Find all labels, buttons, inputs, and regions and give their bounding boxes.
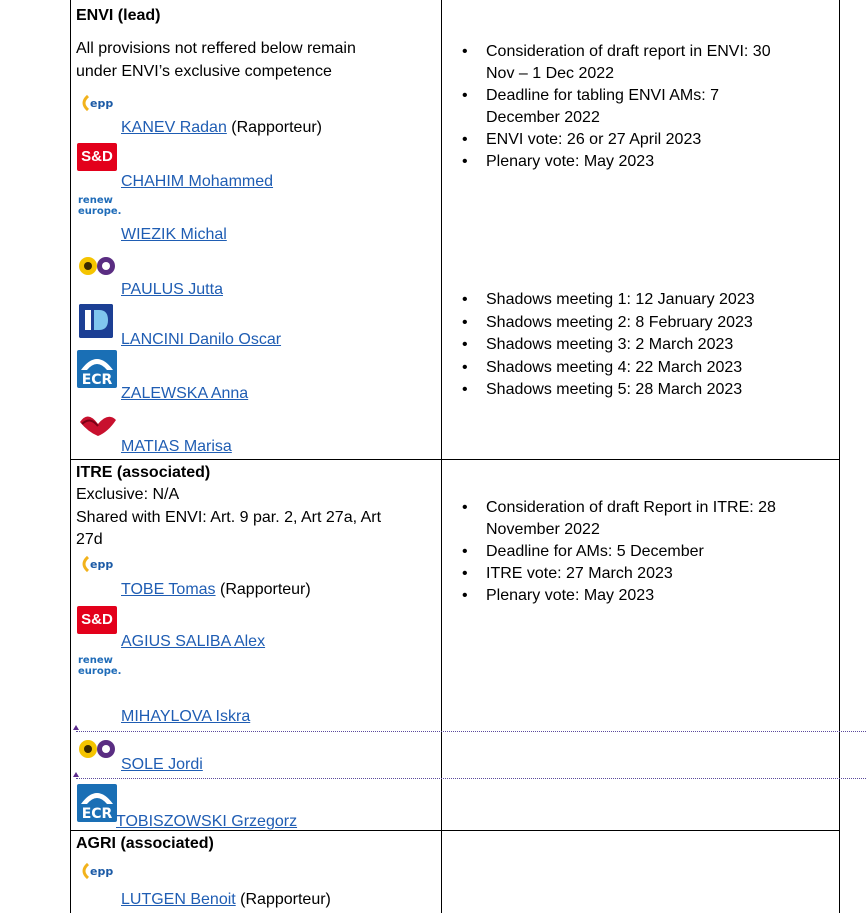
greens-efa-logo: [77, 737, 117, 761]
timeline-item: [452, 41, 862, 85]
member-row-lancini: [121, 329, 281, 351]
itre-shared: 27d: [76, 531, 103, 548]
member-link[interactable]: KANEV Radan: [121, 119, 227, 136]
ecr-logo-mark: [77, 350, 117, 388]
envi-description: All provisions not reffered below remain: [76, 40, 356, 57]
rapporteur-label: (Rapporteur): [235, 891, 331, 908]
timeline-text: Deadline for tabling ENVI AMs: 7: [486, 87, 720, 104]
timeline-item: [452, 585, 862, 607]
itre-timeline-list: [452, 497, 862, 607]
member-link[interactable]: LUTGEN Benoit: [121, 891, 236, 908]
member-row-agius-saliba: [121, 631, 265, 653]
shadows-meeting-item: • Shadows meeting 4: 22 March 2023: [452, 357, 862, 380]
table-column-divider: [441, 0, 442, 913]
renew-europe-logo: [78, 195, 120, 221]
agri-section-title: AGRI (associated): [76, 835, 214, 852]
sd-logo: S&D: [77, 143, 117, 171]
member-row-chahim: [121, 171, 273, 193]
shadows-meeting-item: • Shadows meeting 3: 2 March 2023: [452, 334, 862, 357]
renew-logo-text: renew: [78, 655, 113, 666]
revision-marker: [73, 772, 79, 777]
itre-shared: Shared with ENVI: Art. 9 par. 2, Art 27a, Art: [76, 509, 382, 526]
timeline-text: Deadline for AMs: 5 December: [486, 543, 704, 560]
row-divider-envi-itre: [70, 459, 840, 460]
renew-logo-text: europe.: [78, 666, 122, 677]
epp-logo: [78, 92, 120, 114]
epp-logo: [78, 553, 120, 575]
envi-description: under ENVI’s exclusive competence: [76, 63, 332, 80]
shadows-meeting-item: • Shadows meeting 5: 28 March 2023: [452, 379, 862, 402]
table-border-left: [70, 0, 71, 913]
timeline-text: Consideration of draft report in ENVI: 30: [486, 43, 771, 60]
the-left-logo: [78, 410, 118, 440]
member-row-paulus: [121, 279, 223, 301]
timeline-text: ITRE vote: 27 March 2023: [486, 565, 673, 582]
epp-logo-text: epp: [90, 97, 114, 110]
itre-exclusive: Exclusive: N/A: [76, 486, 180, 503]
member-link[interactable]: PAULUS Jutta: [121, 281, 223, 298]
member-link[interactable]: CHAHIM Mohammed: [121, 173, 274, 190]
epp-logo-text: epp: [90, 558, 114, 571]
timeline-text: Plenary vote: May 2023: [486, 153, 655, 170]
itre-section-title: ITRE (associated): [76, 464, 211, 481]
shadows-meetings-list: [452, 289, 862, 402]
timeline-item: [452, 497, 862, 541]
member-row-matias: [121, 436, 232, 458]
member-row-mihaylova: [121, 706, 250, 728]
member-row-lutgen: [121, 889, 331, 911]
epp-logo-text: epp: [90, 865, 114, 878]
timeline-item: [452, 85, 862, 129]
timeline-item: [452, 563, 862, 585]
member-link[interactable]: AGIUS SALIBA Alex: [121, 633, 266, 650]
member-link[interactable]: TOBE Tomas: [121, 581, 216, 598]
revision-line: [76, 731, 866, 732]
member-row-sole: [121, 754, 203, 776]
shadows-meeting-item: • Shadows meeting 2: 8 February 2023: [452, 312, 862, 335]
member-link[interactable]: MATIAS Marisa: [121, 438, 232, 455]
timeline-text: ENVI vote: 26 or 27 April 2023: [486, 131, 702, 148]
epp-logo: [78, 860, 120, 882]
member-row-zalewska: [121, 383, 248, 405]
rapporteur-label: (Rapporteur): [215, 581, 311, 598]
member-row-wiezik: [121, 224, 227, 246]
timeline-item: [452, 541, 862, 563]
renew-logo-text: europe.: [78, 206, 122, 217]
member-row-tobe: [121, 579, 311, 601]
timeline-item: [452, 129, 862, 151]
ecr-logo: [77, 350, 117, 388]
ecr-logo-text: ECR: [81, 372, 113, 388]
member-row-kanev: [121, 117, 322, 139]
ecr-logo-mark: [77, 784, 117, 822]
rapporteur-label: (Rapporteur): [226, 119, 322, 136]
sd-logo: S&D: [77, 606, 117, 634]
ecr-logo: [77, 784, 117, 822]
member-link[interactable]: TOBISZOWSKI Grzegorz: [116, 813, 298, 830]
member-link[interactable]: ZALEWSKA Anna: [121, 385, 249, 402]
revision-line: [76, 778, 866, 779]
id-logo: [79, 304, 113, 338]
timeline-text: November 2022: [486, 521, 600, 538]
member-link[interactable]: WIEZIK Michal: [121, 226, 227, 243]
envi-section-title: ENVI (lead): [76, 7, 161, 24]
timeline-text: Nov – 1 Dec 2022: [486, 65, 615, 82]
timeline-text: Consideration of draft Report in ITRE: 28: [486, 499, 776, 516]
ecr-logo-text: ECR: [81, 806, 113, 822]
timeline-item: [452, 151, 862, 173]
shadows-meeting-item: • Shadows meeting 1: 12 January 2023: [452, 289, 862, 312]
envi-timeline-list: [452, 41, 862, 173]
member-link[interactable]: MIHAYLOVA Iskra: [121, 708, 251, 725]
revision-marker: [73, 725, 79, 730]
timeline-text: Plenary vote: May 2023: [486, 587, 655, 604]
renew-logo-text: renew: [78, 195, 113, 206]
member-link[interactable]: SOLE Jordi: [121, 756, 203, 773]
member-row-tobiszowski: [116, 811, 297, 833]
timeline-text: December 2022: [486, 109, 600, 126]
greens-efa-logo: [77, 254, 117, 278]
member-link[interactable]: LANCINI Danilo Oscar: [121, 331, 282, 348]
renew-europe-logo: [78, 655, 120, 681]
